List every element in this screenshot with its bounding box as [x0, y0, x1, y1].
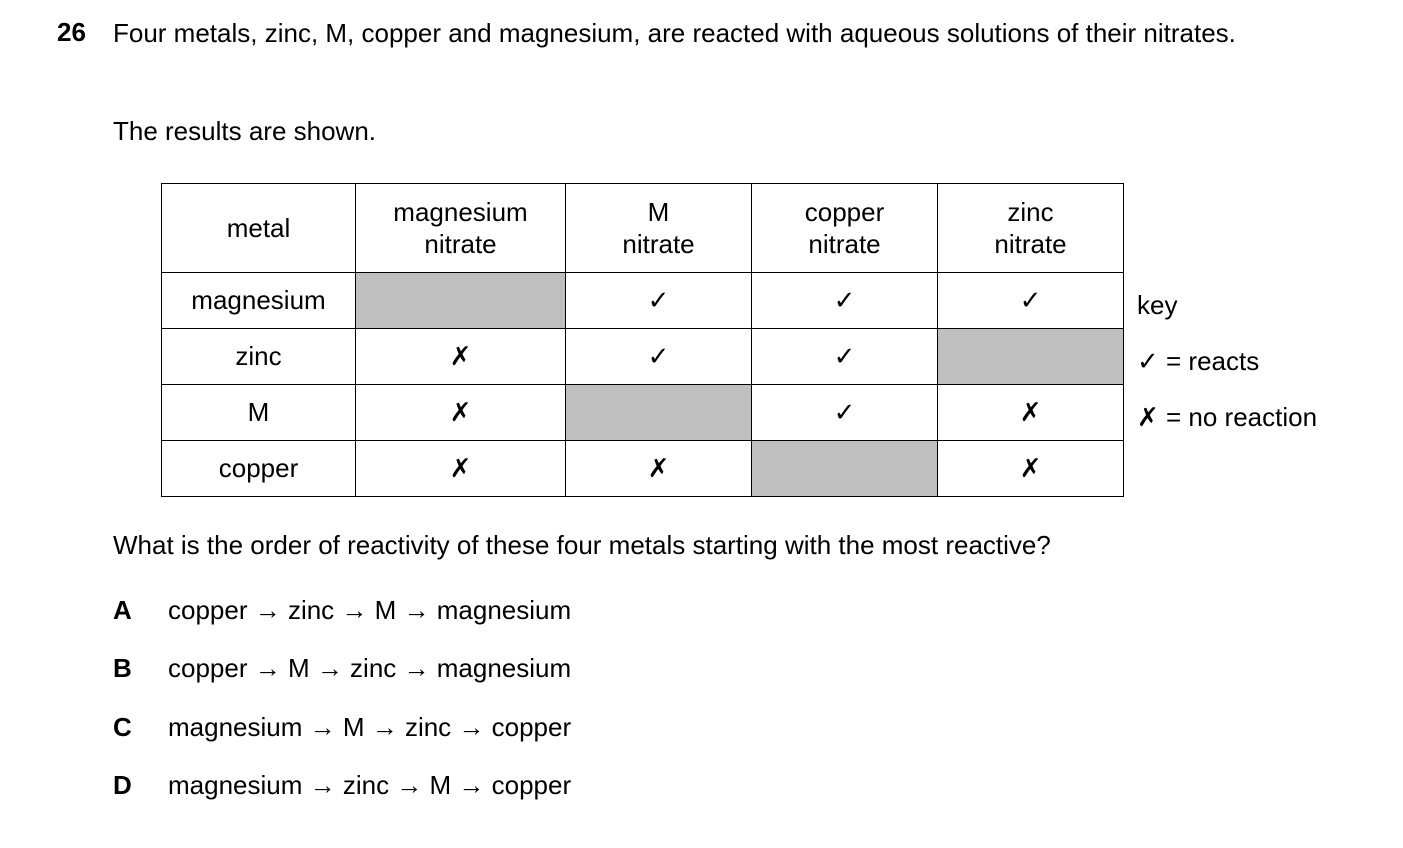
- result-cell: ✓: [938, 273, 1124, 329]
- row-metal-label: zinc: [162, 329, 356, 385]
- header-zinc-nitrate: zinc nitrate: [938, 184, 1124, 273]
- shaded-cell: [938, 329, 1124, 385]
- table-row: [162, 329, 1124, 385]
- option-text: copper → zinc → M → magnesium: [168, 595, 572, 625]
- result-cell: ✓: [752, 329, 938, 385]
- key-reacts: ✓ = reacts: [1137, 346, 1260, 376]
- result-cell: ✗: [938, 441, 1124, 497]
- option-letter: A: [113, 595, 132, 625]
- shaded-cell: [566, 385, 752, 441]
- result-cell: ✗: [356, 441, 566, 497]
- option-letter: D: [113, 770, 132, 800]
- row-metal-label: M: [162, 385, 356, 441]
- result-cell: ✓: [752, 385, 938, 441]
- header-magnesium-nitrate: magnesium nitrate: [356, 184, 566, 273]
- result-cell: ✗: [356, 329, 566, 385]
- result-cell: ✓: [752, 273, 938, 329]
- shaded-cell: [752, 441, 938, 497]
- option-letter: C: [113, 712, 132, 742]
- option-text: magnesium → zinc → M → copper: [168, 770, 572, 800]
- table-row: [162, 385, 1124, 441]
- result-cell: ✓: [566, 273, 752, 329]
- table-header-row: [162, 184, 1124, 273]
- header-copper-nitrate: copper nitrate: [752, 184, 938, 273]
- question-number: 26: [57, 17, 86, 47]
- shaded-cell: [356, 273, 566, 329]
- header-m-nitrate: M nitrate: [566, 184, 752, 273]
- question-prompt: What is the order of reactivity of these four metals starting with the most reactive?: [113, 530, 1051, 560]
- question-stem: Four metals, zinc, M, copper and magnesium, are reacted with aqueous solutions of their nitrates.: [113, 18, 1236, 48]
- key-no-reaction: ✗ = no reaction: [1137, 402, 1318, 432]
- table-row: [162, 441, 1124, 497]
- result-cell: ✗: [356, 385, 566, 441]
- option-text: magnesium → M → zinc → copper: [168, 712, 572, 742]
- results-intro: The results are shown.: [113, 116, 377, 146]
- result-cell: ✗: [938, 385, 1124, 441]
- option-text: copper → M → zinc → magnesium: [168, 653, 572, 683]
- key-title: key: [1137, 290, 1178, 320]
- row-metal-label: magnesium: [162, 273, 356, 329]
- results-table: [161, 183, 1124, 497]
- row-metal-label: copper: [162, 441, 356, 497]
- table-row: [162, 273, 1124, 329]
- result-cell: ✗: [566, 441, 752, 497]
- result-cell: ✓: [566, 329, 752, 385]
- option-letter: B: [113, 653, 132, 683]
- header-metal: metal: [162, 184, 356, 273]
